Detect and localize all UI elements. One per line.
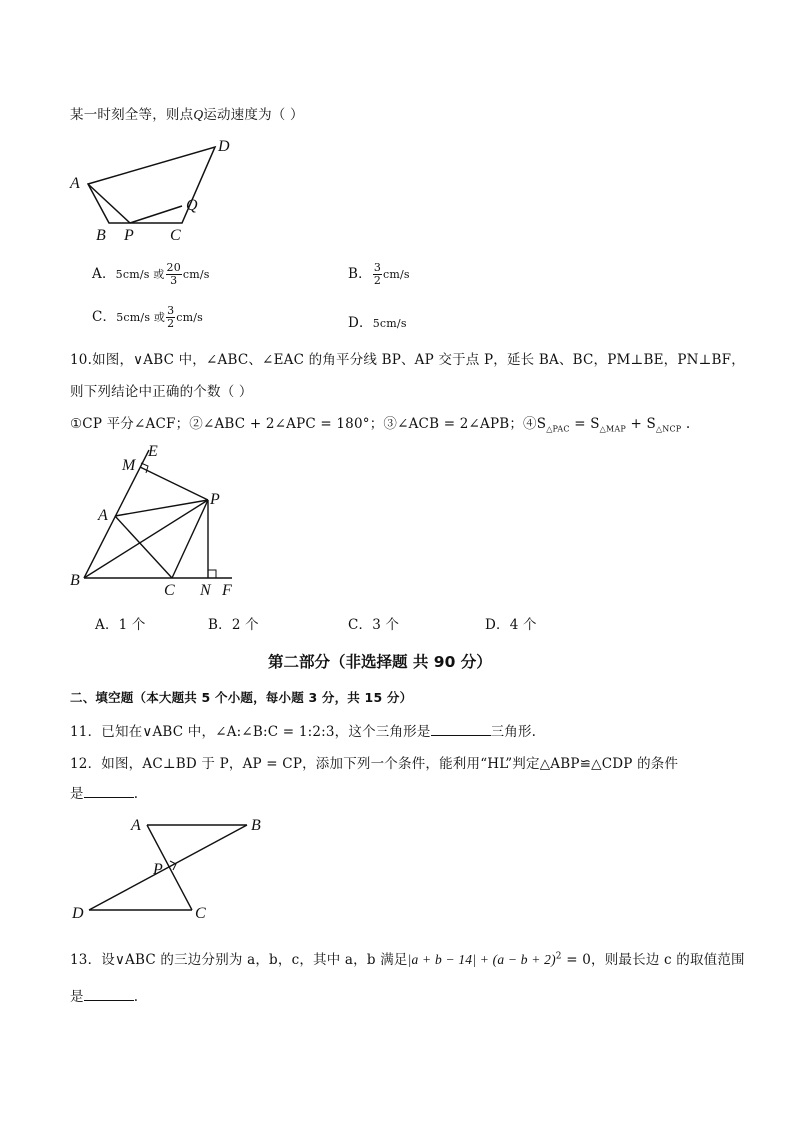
q11 <box>70 720 536 740</box>
q10-label-a: A <box>98 507 108 524</box>
q9-option-b <box>348 262 410 287</box>
q10-sub-pac: △PAC <box>546 424 570 434</box>
q9-option-d-letter: D． <box>348 315 373 331</box>
q9-option-b-letter: B． <box>348 266 372 282</box>
q9-intro-text: 某一时刻全等，则点 <box>70 107 194 123</box>
q9-option-a-num: 20 <box>166 261 181 274</box>
q9-figure <box>60 130 260 245</box>
q11-text: 11．已知在∨ABC 中，∠A:∠B:C = 1:2:3，这个三角形是 <box>70 724 431 740</box>
q13-answer-blank[interactable] <box>84 1000 134 1001</box>
q12-label-d: D <box>72 905 84 922</box>
part2-title: 第二部分（非选择题 共 90 分） <box>268 653 492 671</box>
q9-label-p: P <box>124 227 134 244</box>
q11-answer-blank[interactable] <box>431 735 491 736</box>
q9-option-c <box>92 305 203 330</box>
q9-option-c-unit: cm/s <box>176 311 204 324</box>
q9-intro-end: 运动速度为（ ） <box>203 107 304 123</box>
q10-end: . <box>681 416 691 432</box>
q10-option-c: C．3 个 <box>348 617 400 633</box>
q12-line1: 12．如图，AC⊥BD 于 P，AP = CP，添加下列一个条件，能利用“HL”判定△ABP≌△CDP 的条件 <box>70 756 679 772</box>
q10-label-p: P <box>210 491 220 508</box>
q10-label-c: C <box>164 582 175 599</box>
q13-text: 13．设∨ABC 的三边分别为 a，b，c，其中 a，b 满足 <box>70 952 408 968</box>
q9-label-q: Q <box>186 197 198 214</box>
q10-statements-text: ①CP 平分∠ACF；②∠ABC + 2∠APC = 180°；③∠ACB = 2∠APB；④S <box>70 416 547 432</box>
q9-option-c-fraction <box>166 305 175 330</box>
q12-label-p: P <box>153 861 163 878</box>
q10-eq: = S <box>569 416 600 432</box>
q10-sub-ncp: △NCP <box>655 424 682 434</box>
q10-segment-ac <box>115 516 172 578</box>
q12-label-b: B <box>251 817 261 834</box>
q9-option-c-pre: 5cm/s 或 <box>116 311 166 324</box>
q9-intro <box>70 103 304 123</box>
q9-option-b-num: 3 <box>373 261 382 274</box>
q10-segment-mp <box>140 467 208 500</box>
q10-option-b: B．2 个 <box>208 617 259 633</box>
q12-figure <box>62 810 277 922</box>
q10-right-angle-n <box>208 570 216 578</box>
q12-label-a: A <box>131 817 141 834</box>
q9-option-d <box>348 311 407 331</box>
q10-label-n: N <box>200 582 211 599</box>
q9-option-a <box>92 262 210 287</box>
q9-var: Q <box>193 107 204 122</box>
q10-label-e: E <box>148 443 158 460</box>
q9-option-b-unit: cm/s <box>383 268 410 281</box>
q9-option-b-den: 2 <box>373 274 382 287</box>
q13-line2 <box>70 985 138 1005</box>
q9-option-a-unit: cm/s <box>182 268 210 281</box>
q13-exponent: 2 <box>555 951 562 962</box>
q10-option-a: A．1 个 <box>95 617 146 633</box>
q9-option-a-pre: 5cm/s 或 <box>115 268 165 281</box>
q12-prefix: 是 <box>70 786 84 802</box>
q10-figure <box>62 440 252 600</box>
q12-answer-blank[interactable] <box>84 797 134 798</box>
q9-option-c-den: 2 <box>167 317 175 330</box>
q13-text-end: = 0，则最长边 c 的取值范围 <box>561 952 745 968</box>
q9-option-c-letter: C． <box>92 309 117 325</box>
q13-expression: |a + b − 14| + (a − b + 2) <box>407 952 556 967</box>
q12-segment-bd <box>89 825 247 910</box>
q9-option-a-den: 3 <box>170 274 178 287</box>
q12-suffix: . <box>133 786 139 802</box>
q12-label-c: C <box>195 905 206 922</box>
q12-line2 <box>70 782 138 802</box>
q9-label-a: A <box>70 175 80 192</box>
q9-label-b: B <box>96 227 106 244</box>
q10-sub-map: △MAP <box>599 424 626 434</box>
q9-label-c: C <box>170 227 181 244</box>
q10-line1: 10.如图，∨ABC 中，∠ABC、∠EAC 的角平分线 BP、AP 交于点 P，延长 BA、BC，PM⊥BE，PN⊥BF， <box>70 352 745 368</box>
q10-line2: 则下列结论中正确的个数（ ） <box>70 384 253 400</box>
q10-label-f: F <box>222 582 232 599</box>
q9-segment-pq <box>130 206 182 223</box>
q10-label-b: B <box>70 572 80 589</box>
q9-option-a-letter: A． <box>92 266 116 282</box>
q10-option-d: D．4 个 <box>485 617 537 633</box>
q10-label-m: M <box>122 457 136 474</box>
q9-option-c-num: 3 <box>167 304 175 317</box>
q9-option-b-fraction <box>373 262 382 287</box>
q13-line1 <box>70 948 745 968</box>
q9-option-a-fraction <box>166 262 182 287</box>
q9-segment-ap <box>88 184 130 223</box>
q9-label-d: D <box>218 138 230 155</box>
q13-prefix: 是 <box>70 989 84 1005</box>
q13-suffix: . <box>133 989 139 1005</box>
section-title: 二、填空题（本大题共 5 个小题，每小题 3 分，共 15 分） <box>70 690 413 705</box>
q11-text-end: 三角形. <box>490 724 537 740</box>
q9-option-d-text: 5cm/s <box>372 317 407 330</box>
q10-line-be <box>84 450 149 578</box>
q10-statements <box>70 412 690 434</box>
q10-plus: + S <box>625 416 656 432</box>
